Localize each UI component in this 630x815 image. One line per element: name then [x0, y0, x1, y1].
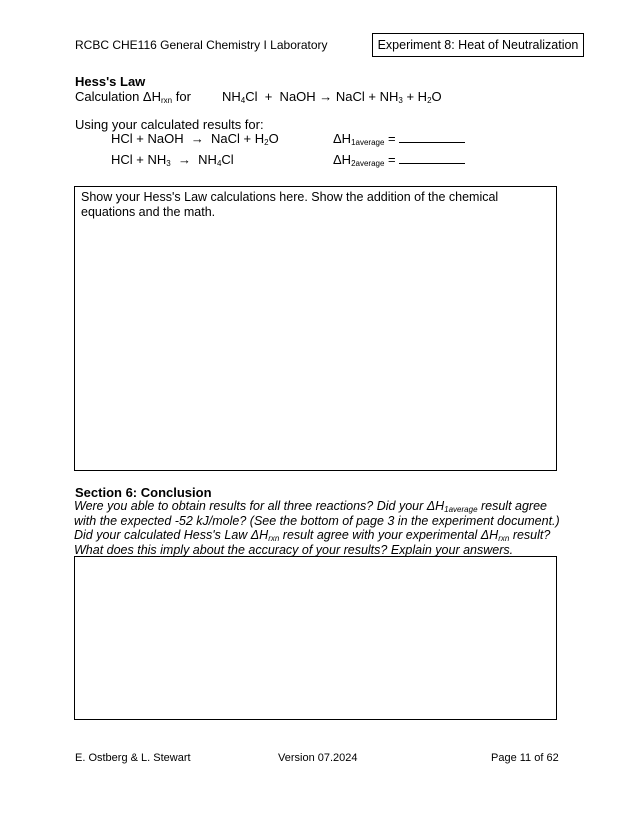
- hess-calculation-box[interactable]: [74, 186, 557, 471]
- delta-h2-blank[interactable]: [399, 152, 465, 164]
- footer-authors: E. Ostberg & L. Stewart: [75, 752, 191, 764]
- conclusion-heading: Section 6: Conclusion: [75, 485, 212, 500]
- delta-h2-field: $\Delta H_{2average}$ =: [333, 152, 465, 167]
- target-reaction: $NH_4Cl$ + NaOH → NaCl + $NH_3 + H_2O$: [222, 89, 442, 105]
- hess-law-heading: Hess's Law: [75, 74, 146, 89]
- conclusion-questions: Were you able to obtain results for all three reactions? Did your $\Delta H_{1average}$ result agree with the expected -52 kJ/mole? (See the bottom of page 3 in the experiment document.) Did your calculated Hess's Law $\Delta H_{rxn}$ result agree with your experimental $\Delta H_{rxn}$ result? What does this imply about the accuracy of your results? Explain your answers.: [74, 499, 560, 557]
- course-title: RCBC CHE116 General Chemistry I Laboratory: [75, 38, 328, 52]
- hess-calculation-instructions: Show your Hess's Law calculations here. Show the addition of the chemical equations and the math.: [81, 190, 499, 219]
- equation-2: HCl + $NH_3 \to NH_4Cl$: [111, 152, 234, 168]
- calculation-label: Calculation $\Delta H_{rxn}$ for: [75, 89, 191, 105]
- using-results-text: Using your calculated results for:: [75, 117, 264, 132]
- delta-h1-field: $\Delta H_{1average}$ =: [333, 131, 465, 146]
- delta-h1-blank[interactable]: [399, 131, 465, 143]
- footer-version: Version 07.2024: [278, 752, 358, 764]
- footer-page-number: Page 11 of 62: [491, 752, 559, 764]
- conclusion-answer-box[interactable]: [74, 556, 557, 720]
- experiment-title-box: Experiment 8: Heat of Neutralization: [372, 33, 584, 57]
- equation-1: HCl + NaOH → NaCl + $H_2O$: [111, 131, 279, 147]
